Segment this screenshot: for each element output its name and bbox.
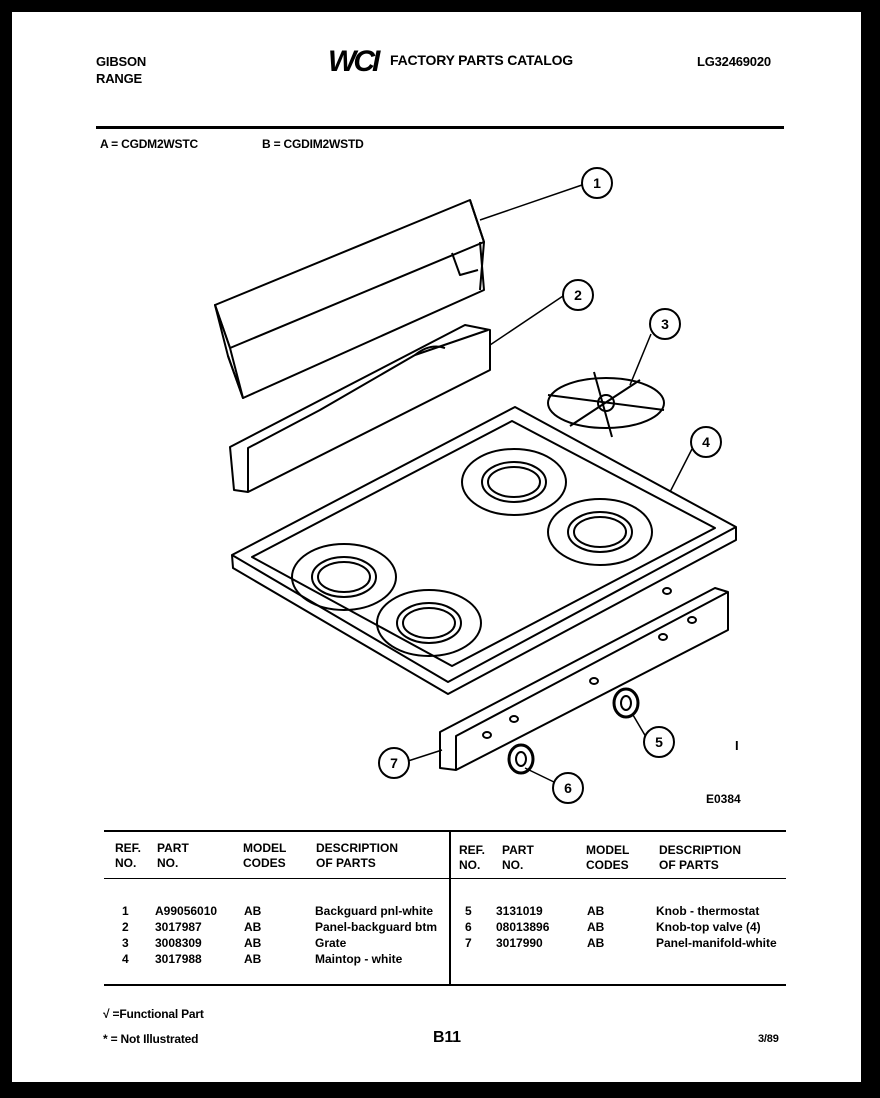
model-cell: AB [587, 920, 605, 934]
desc-cell: Knob - thermostat [656, 904, 760, 918]
callout-2 [563, 280, 593, 310]
table-row [0, 920, 849, 936]
callout-6 [553, 773, 583, 803]
part-cell: 08013896 [496, 920, 550, 934]
callout-4 [691, 427, 721, 457]
callout-2-label: 2 [574, 287, 582, 303]
part-no-header-right: PART NO. [502, 843, 534, 872]
product-type: RANGE [96, 71, 142, 86]
catalog-number: LG32469020 [697, 54, 771, 69]
table-bottom-rule [104, 984, 786, 986]
ref-no-header: REF. NO. [115, 841, 142, 870]
part-cell: 3008309 [155, 936, 202, 950]
callout-5-label: 5 [655, 734, 663, 750]
ref-cell: 5 [465, 904, 472, 918]
table-row [0, 952, 849, 968]
not-illustrated-legend: * = Not Illustrated [103, 1032, 199, 1046]
thermostat-knob-part [614, 689, 638, 717]
part-cell: 3131019 [496, 904, 543, 918]
part-no-header: PART NO. [157, 841, 189, 870]
ref-cell: 3 [122, 936, 129, 950]
model-cell: AB [244, 904, 262, 918]
logo-text: WCI [328, 45, 378, 74]
part-cell: 3017987 [155, 920, 202, 934]
table-header-rule [104, 878, 786, 879]
figure-code: E0384 [706, 792, 741, 806]
model-cell: AB [244, 936, 262, 950]
ref-cell: 1 [122, 904, 129, 918]
part-cell: 3017988 [155, 952, 202, 966]
callout-3-label: 3 [661, 316, 669, 332]
table-row [0, 904, 849, 920]
ref-cell: 2 [122, 920, 129, 934]
callout-5 [644, 727, 674, 757]
description-header-right: DESCRIPTION OF PARTS [659, 843, 742, 872]
ref-cell: 7 [465, 936, 472, 950]
model-cell: AB [244, 952, 262, 966]
callout-1 [582, 168, 612, 198]
catalog-date: 3/89 [758, 1033, 779, 1045]
model-cell: AB [244, 920, 262, 934]
model-codes-header: MODEL CODES [243, 841, 287, 870]
desc-cell: Grate [315, 936, 347, 950]
callout-7-label: 7 [390, 755, 398, 771]
description-header: DESCRIPTION OF PARTS [316, 841, 399, 870]
part-cell: 3017990 [496, 936, 543, 950]
model-b: B = CGDIM2WSTD [262, 137, 364, 151]
model-cell: AB [587, 936, 605, 950]
catalog-title: FACTORY PARTS CATALOG [390, 52, 573, 68]
side-mark: I [735, 738, 739, 753]
top-valve-knob-part [509, 745, 533, 773]
grate-part [548, 372, 664, 437]
brand-name: GIBSON [96, 54, 147, 69]
callout-7 [379, 748, 409, 778]
model-a: A = CGDM2WSTC [100, 137, 198, 151]
ref-cell: 6 [465, 920, 472, 934]
ref-no-header-right: REF. NO. [459, 843, 486, 872]
part-cell: A99056010 [155, 904, 218, 918]
callout-4-label: 4 [702, 434, 710, 450]
model-codes-header-right: MODEL CODES [586, 843, 630, 872]
callout-3 [650, 309, 680, 339]
desc-cell: Knob-top valve (4) [656, 920, 761, 934]
desc-cell: Panel-backguard btm [315, 920, 438, 934]
model-cell: AB [587, 904, 605, 918]
callout-1-label: 1 [593, 175, 601, 191]
functional-part-legend: √ =Functional Part [103, 1007, 204, 1021]
page-code: B11 [433, 1029, 461, 1046]
desc-cell: Maintop - white [315, 952, 403, 966]
desc-cell: Backguard pnl-white [315, 904, 434, 918]
callout-6-label: 6 [564, 780, 572, 796]
ref-cell: 4 [122, 952, 129, 966]
desc-cell: Panel-manifold-white [656, 936, 777, 950]
table-row [0, 936, 849, 952]
table-top-rule [104, 830, 786, 832]
